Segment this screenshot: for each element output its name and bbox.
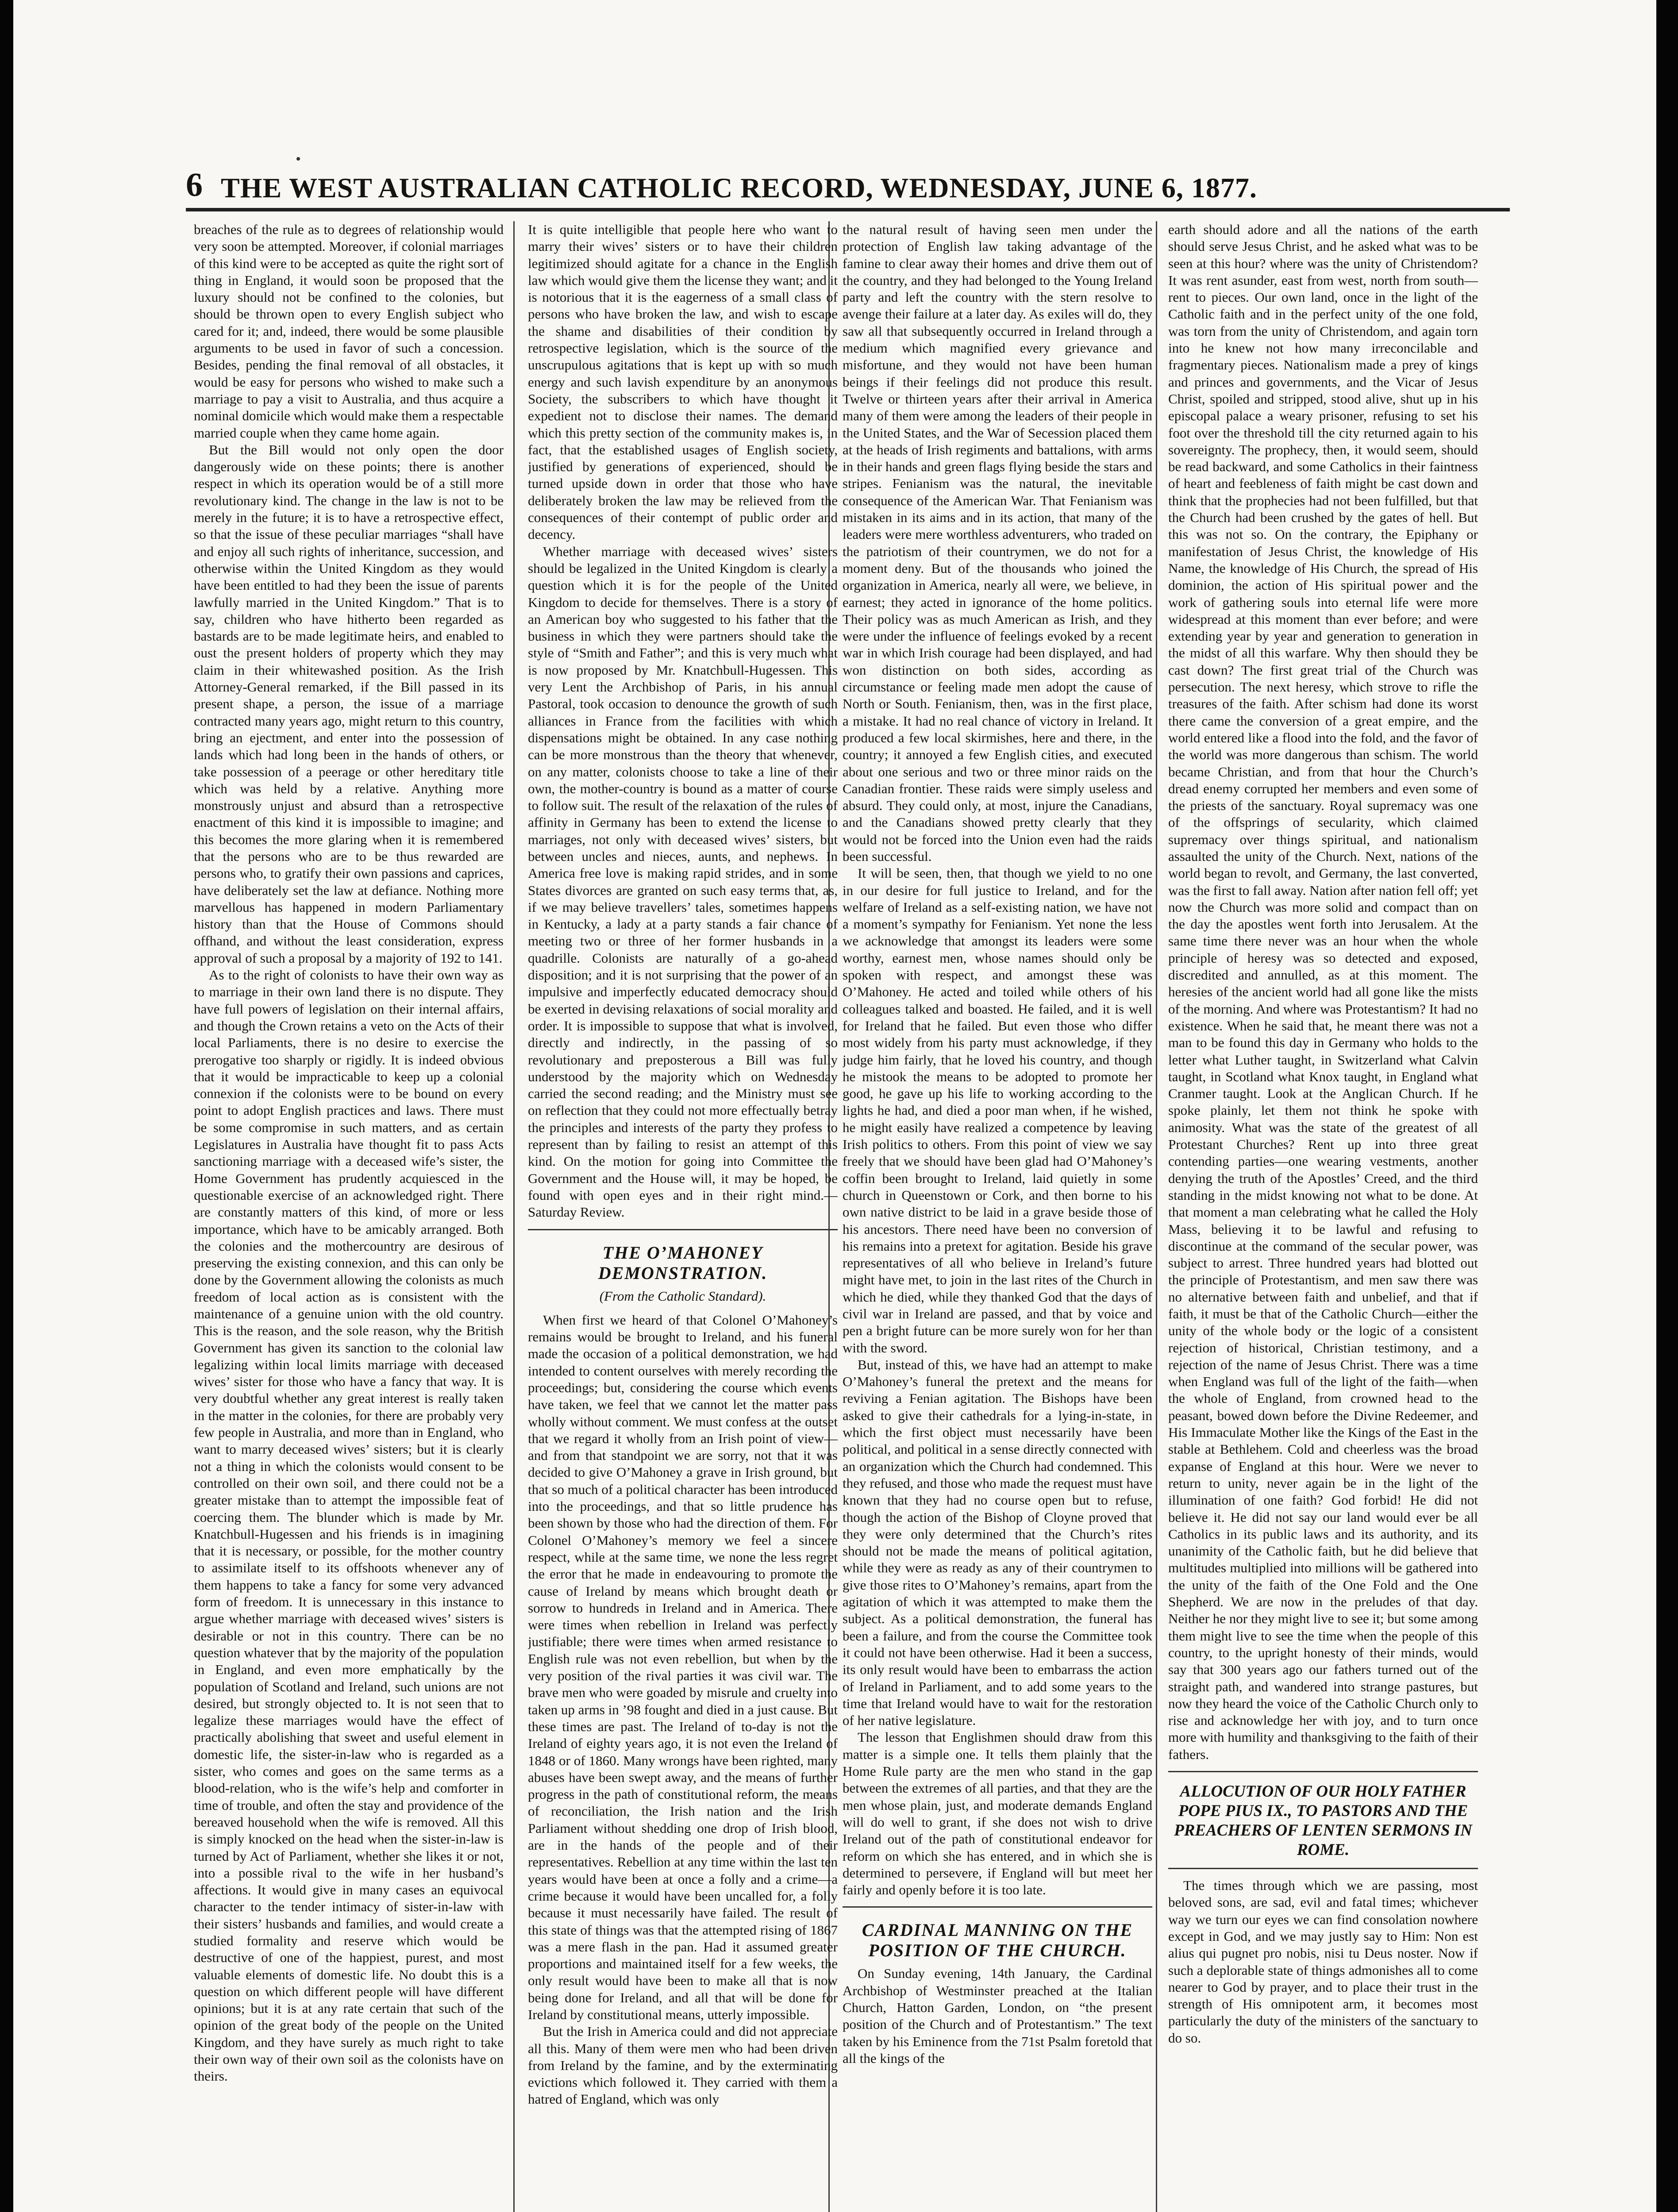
paragraph: breaches of the rule as to degrees of relationship would very soon be attempted. Moreover, if colonial marriages of this kind were to be accepted as quite the right sort of thing in England, it would soon be proposed that the luxury should not be confined to the colonies, but should be thrown open to every English subject who cared for it; and, indeed, there would be some plausible arguments to be used in favor of such a concession. Besides, pending the final removal of all obstacles, it would be easy for persons who wished to make such a marriage to pay a visit to Australia, and thus acquire a nominal domicile which would make them a respectable married couple when they came home again. (194, 222, 504, 441)
paragraph: But the Bill would not only open the door dangerously wide on these points; there is another respect in which its operation would be of a still more revolutionary kind. The change in the law is not to be merely in the future; it is to have a retrospective effect, so that the issue of these peculiar marriages “shall have and enjoy all such rights of inheritance, succession, and otherwise within the United Kingdom as they would have been entitled to had they been the issue of parents lawfully married in the United Kingdom.” That is to say, children who have hitherto been regarded as bastards are to be made legitimate heirs, and enabled to oust the present holders of property which they may claim in their whitewashed position. As the Irish Attorney-General remarked, if the Bill passed in its present shape, a person, the issue of a marriage contracted many years ago, might return to this country, bring an ejectment, and enter into the possession of lands which had long been in the hands of others, or take possession of a peerage or other hereditary title which was held by a relative. Anything more monstrously unjust and absurd than a retrospective enactment of this kind it is impossible to imagine; and this becomes the more glaring when it is remembered that the persons who are to be thus rewarded are persons who, to gratify their own passions and caprices, have deliberately set the law at defiance. Nothing more marvellous has happened in modern Parliamentary history than that the House of Commons should offhand, and without the least consideration, express approval of such a proposal by a majority of 192 to 141. (194, 442, 504, 966)
paragraph: The times through which we are passing, most beloved sons, are sad, evil and fatal times; whichever way we turn our eyes we can find consolation nowhere except in God, and we may justly say to Him: Non est alius qui pugnet pro nobis, nisi tu Deus noster. Now if such a deplorable state of things admonishes all to come nearer to God by prayer, and to place their trust in the strength of His omnipotent arm, it becomes most particularly the duty of the ministers of the sanctuary to do so. (1168, 1878, 1478, 2046)
article-title-allocution: ALLOCUTION OF OUR HOLY FATHER POPE PIUS IX., TO PASTORS AND THE PREACHERS OF LENTEN SERMONS IN ROME. (1174, 1782, 1472, 1859)
paragraph: But the Irish in America could and did not appreciate all this. Many of them were men who had been driven from Ireland by the famine, and by the exterminating evictions which followed it. They carried with them a hatred of England, which was only (528, 2024, 838, 2107)
column-3 (843, 221, 1152, 2212)
article-source: (From the Catholic Standard). (599, 1288, 766, 1304)
column-4 (1168, 221, 1478, 2212)
paragraph: As to the right of colonists to have their own way as to marriage in their own land there is no dispute. They have full powers of legislation on their internal affairs, and though the Crown retains a veto on the Acts of their local Parliaments, there is no desire to exercise the prerogative too sharply or rigidly. It is indeed obvious that it would be impracticable to keep up a colonial connexion if the colonists were to be bound on every point to adopt English practices and laws. There must be some compromise in such matters, and as certain Legislatures in Australia have thought fit to pass Acts sanctioning marriage with a deceased wife’s sister, the Home Government has prudently acquiesced in the questionable exercise of an acknowledged right. There are constantly matters of this kind, of more or less importance, which have to be amicably arranged. Both the colonies and the mothercountry are desirous of preserving the existing connexion, and this can only be done by the Government allowing the colonists as much freedom of local action as is consistent with the maintenance of a genuine union with the old country. This is the reason, and the sole reason, why the British Government has given its sanction to the colonial law legalizing within local limits marriage with deceased wives’ sister for those who have a fancy that way. It is very doubtful whether any great interest is really taken in the matter in the colonies, for there are probably very few people in Australia, and more than in England, who want to marry deceased wives’ sisters; but it is clearly not a thing in which the colonists would consent to be controlled on their own soil, and there could not be a greater mistake than to attempt the impossible feat of coercing them. The blunder which is made by Mr. Knatchbull-Hugessen and his friends is in imagining that it is necessary, or possible, for the mother country to assimilate itself to its offshoots whenever any of them happens to take a fancy for some very advanced form of freedom. It is unnecessary in this instance to argue whether marriage with deceased wives’ sisters is desirable or not in this country. There can be no question whatever that by the majority of the population in England, and even more emphatically by the population of Scotland and Ireland, such unions are not desired, but strongly objected to. It is not seen that to legalize these marriages would have the effect of practically abolishing that sweet and useful element in domestic life, the sister-in-law who is regarded as a sister, who comes and goes on the same terms as a blood-relation, who is the wife’s help and comforter in time of trouble, and often the stay and providence of the bereaved household when the wife is removed. All this is simply knocked on the head when the sister-in-law is turned by Act of Parliament, whether she likes it or not, into a possible rival to the wife in her husband’s affections. It would give in many cases an equivocal character to the tender intimacy of sister-in-law with their sisters’ husbands and families, and would create a studied formality and reserve which would be destructive of one of the happiest, purest, and most valuable elements of domestic life. No doubt this is a question on which different people will have different opinions; but it is at any rate certain that such of the opinion of the great body of the people on the United Kingdom, and they have surely as much right to take their own way of their own soil as the colonists have on theirs. (194, 967, 504, 2084)
paragraph: On Sunday evening, 14th January, the Cardinal Archbishop of Westminster preached at the Italian Church, Hatton Garden, London, on “the present position of the Church and of Protestantism.” The text taken by his Eminence from the 71st Psalm foretold that all the kings of the (843, 1966, 1152, 2066)
page-number: 6 (186, 166, 203, 204)
article-title-omahoney: THE O’MAHONEY DEMONSTRATION. (598, 1242, 768, 1283)
paragraph: The lesson that Englishmen should draw from this matter is a simple one. It tells them plainly that the Home Rule party are the men who stand in the gap between the extremes of all parties, and that they are the men whose plain, just, and moderate demands England will do well to grant, if she does not wish to drive Ireland out of the path of constitutional endeavor for reform on which she has entered, and in which she is determined to persevere, if England will but meet her fairly and openly before it is too late. (843, 1729, 1152, 1898)
paragraph: the natural result of having seen men under the protection of English law taking advantage of the famine to clear away their homes and drive them out of the country, and they had belonged to the Young Ireland party and left the country with the stern resolve to avenge their failure at a later day. As exiles will do, they saw all that subsequently occurred in Ireland through a medium which magnified every grievance and misfortune, and they would not have been human beings if their feelings did not produce this result. Twelve or thirteen years after their arrival in America many of them were among the leaders of their people in the United States, and the War of Secession placed them at the heads of Irish regiments and battalions, with arms in their hands and green flags flying beside the stars and stripes. Fenianism was the natural, the inevitable consequence of the American War. That Fenianism was mistaken in its aims and in its action, that many of the leaders were mere worthless adventurers, who traded on the patriotism of their countrymen, we do not for a moment deny. But of the thousands who joined the organization in America, nearly all were, we believe, in earnest; they acted in ignorance of the home politics. Their policy was as much American as Irish, and they were under the influence of feelings evoked by a recent war in which Irish courage had been displayed, and had won distinction on both sides, according as circumstance or feeling made men adopt the cause of North or South. Fenianism, then, was in the first place, a mistake. It had no real chance of victory in Ireland. It produced a few local skirmishes, here and there, in the country; it annoyed a few English cities, and executed about one serious and two or three minor raids on the Canadian frontier. These raids were simply useless and absurd. They could only, at most, injure the Canadians, and the Canadians showed pretty clearly that they would not be forced into the Union even had the raids been successful. (843, 222, 1152, 864)
column-divider (513, 221, 515, 2212)
masthead (186, 160, 1513, 204)
paragraph: earth should adore and all the nations of the earth should serve Jesus Christ, and he asked what was to be seen at this hour? where was the unity of Christendom? It was rent asunder, east from west, north from south—rent to pieces. Our own land, once in the light of the Catholic faith and in the perfect unity of the one fold, was torn from the unity of Christendom, and again torn into he knew not how many irreconcilable and fragmentary pieces. Nationalism made a prey of kings and princes and governments, and the Vicar of Jesus Christ, spoiled and stripped, stood alive, shut up in his episcopal palace a weary prisoner, refusing to set his foot over the threshold till the city returned again to his sovereignty. The prophecy, then, it would seem, should be read backward, and some Catholics in their faintness of heart and feebleness of faith might be cast down and think that the prophecies had not been fulfilled, but that the Church had been crushed by the gates of hell. But this was not so. On the contrary, the Epiphany or manifestation of Jesus Christ, the knowledge of His Name, the knowledge of His Church, the spread of His dominion, the action of His spiritual power and the work of gathering souls into eternal life were more widespread at this moment than ever before; and were extending year by year and generation to generation in the midst of all this warfare. Why then should they be cast down? The first great trial of the Church was persecution. The next heresy, which strove to rifle the treasures of the faith. After schism had done its worst there came the conversion of a great empire, and the world entered like a flood into the fold, and the favor of the world was more dangerous than schism. The world became Christian, and from that hour the Church’s dread enemy corrupted her members and even some of the priests of the sanctuary. Royal supremacy was one of the offsprings of secularity, which claimed supremacy over things spiritual, and nationalism assaulted the unity of the Church. Next, nations of the world began to revolt, and Germany, the last converted, was the first to fall away. Nation after nation fell off; yet now the Church was more solid and compact than on the day the apostles went forth into Jerusalem. At the same time there never was an hour when the whole principle of heresy was so detected and exposed, discredited and annulled, as at this moment. The heresies of the ancient world had all gone like the mists of the morning. And where was Protestantism? It had no existence. When he said that, he meant there was not a man to be found this day in Germany who holds to the letter what Luther taught, in Switzerland what Calvin taught, in Scotland what Knox taught, in England what Cranmer taught. Look at the Anglican Church. If he spoke plainly, let them not think he spoke with animosity. What was the state of the greatest of all Protestant Churches? Rent up into three great contending parties—one wearing vestments, another denying the truth of the Apostles’ Creed, and the third standing in the midst knowing not what to be done. At that moment a man celebrating what he called the Holy Mass, believing it to be lawful and refusing to discontinue at the command of the secular power, was subject to arrest. Three hundred years had blotted out the principle of Protestantism, and men saw there was no alternative between faith and unbelief, and that if faith, it must be that of the Catholic Church—either the unity of the whole body or the logic of a consistent rejection of historical, Christian testimony, and a rejection of the name of Jesus Christ. There was a time when England was full of the light of the faith—when the whole of England, from crowned head to the peasant, bowed down before the Divine Redeemer, and His Immaculate Mother like the Kings of the East in the stable at Bethlehem. Cold and cheerless was the broad expanse of England at this hour. Were we never to return to unity, never again be in the light of the illumination of one faith? God forbid! He did not believe it. He did not say our land would ever be all Catholics in its public laws and its authority, and its unanimity of the Catholic faith, but he did believe that multitudes multiplied into millions will be gathered into the unity of the faith of the One Fold and the One Shepherd. We are now in the preludes of that day. Neither he nor they might live to see it; but some among them might live to see the time when the people of this country, to the upright honesty of their minds, would say that 300 years ago our fathers turned out of the straight path, and wandered into strange pastures, but now they heard the voice of the Catholic Church only to rise and acknowledge her with joy, and to turn once more with humility and thanksgiving to the faith of their fathers. (1168, 222, 1478, 1762)
masthead-title: THE WEST AUSTRALIAN CATHOLIC RECORD, WEDNESDAY, JUNE 6, 1877. (221, 172, 1257, 204)
paragraph: But, instead of this, we have had an attempt to make O’Mahoney’s funeral the pretext and the means for reviving a Fenian agitation. The Bishops have been asked to give their cathedrals for a lying-in-state, in which the first object must necessarily have been political, and political in a sense directly connected with an organization which the Church had condemned. This they refused, and those who made the request must have known that they had no course open but to refuse, though the action of the Bishop of Cloyne proved that they were only determined that the Church’s rites should not be made the means of political agitation, while they were as ready as any of their countrymen to give those rites to O’Mahoney’s remains, apart from the agitation of which it was attempted to make them the subject. As a political demonstration, the funeral has been a failure, and from the course the Committee took it could not have been otherwise. Had it been a success, its only result would have been to embarrass the action of Ireland in Parliament, and to add some years to the time that Ireland would have to wait for the restoration of her native legislature. (843, 1356, 1152, 1728)
paragraph: When first we heard of that Colonel O’Mahoney’s remains would be brought to Ireland, and his funeral made the occasion of a political demonstration, we had intended to content ourselves with merely recording the proceedings; but, considering the course which events have taken, we feel that we cannot let the matter pass wholly without comment. We must confess at the outset that we regard it wholly from an Irish point of view—and from that standpoint we are sorry, not that it was decided to give O’Mahoney a grave in Irish ground, but that so much of a political character has been introduced into the proceedings, and that so little prudence has been shown by those who had the direction of them. For Colonel O’Mahoney’s memory we feel a sincere respect, while at the same time, we none the less regret the error that he made in endeavouring to promote the cause of Ireland by means which brought death or sorrow to hundreds in Ireland and in America. There were times when rebellion in Ireland was perfectly justifiable; there were times when armed resistance to English rule was not even rebellion, but when by the very position of the rival parties it was civil war. The brave men who were goaded by misrule and cruelty into taken up arms in ’98 fought and died in a just cause. But these times are past. The Ireland of to-day is not the Ireland of eighty years ago, it is not even the Ireland of 1848 or of 1860. Many wrongs have been righted, many abuses have been swept away, and the means of further progress in the path of constitutional reform, the means of reconciliation, the Irish nation and the Irish Parliament without shedding one drop of Irish blood, are in the hands of the people and of their representatives. Rebellion at any time within the last ten years would have been at once a folly and a crime—a crime because it would have been uncalled for, a folly because it must necessarily have failed. The result of this state of things was that the attempted rising of 1867 was a mere flash in the pan. Had it assumed greater proportions and maintained itself for a few weeks, the only result would have been to make all that is now being done for Ireland, and all that will be done for Ireland by constitutional means, utterly impossible. (528, 1312, 838, 2022)
paragraph: Whether marriage with deceased wives’ sisters should be legalized in the United Kingdom is clearly a question which it is for the people of the United Kingdom to decide for themselves. There is a story of an American boy who suggested to his father that the business in which they were partners should take the style of “Smith and Father”; and this is very much what is now proposed by Mr. Knatchbull-Hugessen. This very Lent the Archbishop of Paris, in his annual Pastoral, took occasion to denounce the growth of such alliances in France from the facilities with which dispensations might be obtained. In any case nothing can be more monstrous than the theory that whenever, on any matter, colonists choose to take a line of their own, the mother-country is bound as a matter of course to follow suit. The result of the relaxation of the rules of affinity in Germany has been to extend the license to marriages, not only with deceased wives’ sisters, but between uncles and nieces, aunts, and nephews. In America free love is making rapid strides, and in some States divorces are granted on such easy terms that, as, if we may believe travellers’ tales, sometimes happens in Kentucky, a lady at a party stands a fair chance of meeting two or three of her former husbands in a quadrille. Colonists are naturally of a go-ahead disposition; and it is not surprising that the power of an impulsive and imperfectly educated democracy should be exerted in devising relaxations of social morality and order. It is impossible to suppose that what is involved, directly and indirectly, in the passing of so revolutionary and preposterous a Bill was fully understood by the majority which on Wednesday carried the second reading; and the Ministry must see on reflection that they could not more effectually betray the principles and interests of the party they profess to represent than by failing to resist an attempt of this kind. On the motion for going into Committee the Government and the House will, it may be hoped, be found with open eyes and in their right mind.—Saturday Review. (528, 543, 838, 1220)
paragraph: It is quite intelligible that people here who want to marry their wives’ sisters or to have their children legitimized should agitate for a chance in the English law which would give them the license they want; and it is notorious that it is the eagerness of a small class of persons who have broken the law, and wish to escape the shame and disabilities of their condition by retrospective legislation, which is the source of the unscrupulous agitations that is kept up with so much energy and such lavish expenditure by an anonymous Society, the subscribers to which have thought it expedient not to disclose their names. The demand which this pretty section of the community makes is, in fact, that the established usages of English society, justified by generations of experienced, should be turned upside down in order that those who have deliberately broken the law may be relieved from the consequences of their contempt of public order and decency. (528, 222, 838, 542)
column-1 (194, 221, 504, 2212)
column-2 (528, 221, 838, 2212)
paragraph: It will be seen, then, that though we yield to no one in our desire for full justice to Ireland, and for the welfare of Ireland as a self-existing nation, we have not a moment’s sympathy for Fenianism. Yet none the less we acknowledge that amongst its leaders were some worthy, earnest men, whose names should only be spoken with respect, and amongst these was O’Mahoney. He acted and toiled while others of his colleagues talked and boasted. He failed, and it is well for Ireland that he failed. But even those who differ most widely from his party must acknowledge, if they judge him fairly, that he loved his country, and though he mistook the means to be adopted to promote her good, he gave up his life to working according to the lights he had, and died a poor man when, if he wished, he might easily have realized a competence by leaving Irish politics to others. From this point of view we say freely that we should have been glad had O’Mahoney’s coffin been brought to Ireland, laid quietly in some church in Queenstown or Cork, and then borne to his own native district to be laid in a grave beside those of his ancestors. There need have been no conversion of his remains into a pretext for agitation. Beside his grave representatives of all who believe in Ireland’s future might have met, to join in the last rites of the Church in which he died, while they thanked God that the days of civil war in Ireland are passed, and that by voice and pen a bright future can be more surely won for her than with the sword. (843, 865, 1152, 1356)
column-divider (1156, 221, 1157, 2212)
section-rule (1168, 1771, 1478, 1772)
section-rule (528, 1229, 838, 1230)
section-rule (1168, 1868, 1478, 1869)
masthead-rule (186, 208, 1510, 211)
section-rule (843, 1906, 1152, 1908)
article-title-cardinal-manning: CARDINAL MANNING ON THE POSITION OF THE CHURCH. (862, 1920, 1133, 1961)
